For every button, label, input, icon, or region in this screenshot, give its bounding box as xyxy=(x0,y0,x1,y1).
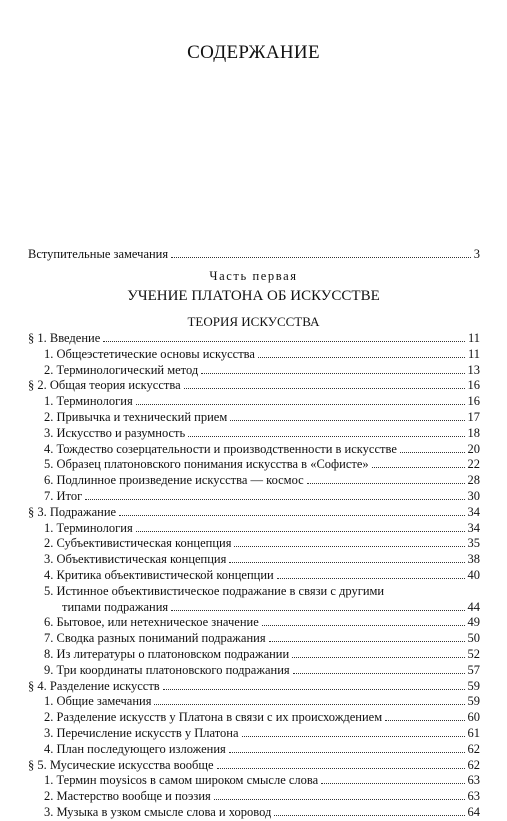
toc-entry-page: 44 xyxy=(467,599,480,614)
toc-entry-page: 57 xyxy=(467,662,480,677)
toc-entry-title: 2. Субъективистическая концепция xyxy=(44,536,232,551)
toc-entry-title: § 4. Разделение искусств xyxy=(28,678,160,693)
toc-entry-title: 7. Сводка разных пониманий подражания xyxy=(44,631,266,646)
leader-dots xyxy=(188,426,464,437)
toc-entry-page: 59 xyxy=(467,694,480,709)
toc-entry[interactable] xyxy=(28,600,480,616)
toc-section-entry[interactable] xyxy=(28,331,480,347)
toc-entry-title: 5. Истинное объективистическое подражание в связи с другими xyxy=(44,583,385,598)
leader-dots xyxy=(163,679,465,690)
contents-heading: СОДЕРЖАНИЕ xyxy=(187,42,320,63)
toc-entry[interactable] xyxy=(28,552,480,568)
part-title: УЧЕНИЕ ПЛАТОНА ОБ ИСКУССТВЕ xyxy=(127,288,380,304)
leader-dots xyxy=(119,505,464,516)
toc-entry-page: 59 xyxy=(467,678,480,693)
toc-entry-title: § 1. Введение xyxy=(28,331,101,345)
toc-entry[interactable] xyxy=(28,726,480,742)
toc-entry[interactable] xyxy=(28,394,480,410)
leader-dots xyxy=(136,521,465,532)
leader-dots xyxy=(171,247,471,258)
toc-entry-title: 7. Итог xyxy=(44,488,83,503)
leader-dots xyxy=(293,663,465,674)
toc-entry[interactable] xyxy=(28,647,480,663)
leader-dots xyxy=(321,773,464,784)
leader-dots xyxy=(242,726,465,737)
leader-dots xyxy=(262,615,465,626)
toc-entry-page: 11 xyxy=(467,331,480,345)
toc-entry-page: 62 xyxy=(467,741,480,756)
intro-page: 3 xyxy=(473,247,480,261)
leader-dots xyxy=(214,789,465,800)
toc-entry-title: 1. Терминология xyxy=(44,520,133,535)
leader-dots xyxy=(372,457,465,468)
toc-entry-page: 64 xyxy=(467,804,480,819)
toc-entry-page: 35 xyxy=(467,536,480,551)
part-label: Часть первая xyxy=(209,269,298,283)
toc-entry-page: 11 xyxy=(467,346,480,361)
toc-entry-title: 2. Привычка и технический прием xyxy=(44,409,228,424)
leader-dots xyxy=(230,410,464,421)
toc-section-entry[interactable] xyxy=(28,679,480,695)
leader-dots xyxy=(387,585,465,595)
intro-entry[interactable] xyxy=(28,247,480,262)
toc-entry-page: 28 xyxy=(467,473,480,488)
toc-entry[interactable] xyxy=(28,473,480,489)
leader-dots xyxy=(154,694,464,705)
toc-entry-title: 1. Терминология xyxy=(44,394,133,409)
toc-entry[interactable] xyxy=(28,347,480,363)
toc-entry-page: 63 xyxy=(467,789,480,804)
toc-entry[interactable] xyxy=(28,663,480,679)
leader-dots xyxy=(385,710,464,721)
toc-entry-title: 1. Общеэстетические основы искусства xyxy=(44,346,255,361)
toc-entry-page: 20 xyxy=(467,441,480,456)
leader-dots xyxy=(274,805,464,816)
toc-entry[interactable] xyxy=(28,568,480,584)
toc-entry-title: 1. Термин moysicos в самом широком смысле слова xyxy=(44,773,319,788)
toc-entry-page: 40 xyxy=(467,567,480,582)
toc-entry-title: § 2. Общая теория искусства xyxy=(28,378,181,393)
toc-entry-title: 2. Терминологический метод xyxy=(44,362,199,377)
toc-section-entry[interactable] xyxy=(28,378,480,394)
toc-entry-title: 5. Образец платоновского понимания искусства в «Софисте» xyxy=(44,457,369,472)
leader-dots xyxy=(171,600,464,611)
toc-entry-page: 34 xyxy=(467,520,480,535)
toc-entry[interactable] xyxy=(28,489,480,505)
toc-entry-title: 3. Музыка в узком смысле слова и хоровод xyxy=(44,804,272,819)
toc-entry-title: 9. Три координаты платоновского подражания xyxy=(44,662,290,677)
leader-dots xyxy=(201,363,464,374)
leader-dots xyxy=(136,394,465,405)
toc-entry[interactable] xyxy=(28,694,480,710)
toc-entry[interactable] xyxy=(28,410,480,426)
leader-dots xyxy=(400,442,465,453)
intro-title: Вступительные замечания xyxy=(28,247,169,261)
toc-section-entry[interactable] xyxy=(28,758,480,774)
toc-entry-title: 6. Бытовое, или нетехническое значение xyxy=(44,615,259,630)
toc-entry[interactable] xyxy=(28,789,480,805)
toc-entry-page: 13 xyxy=(467,362,480,377)
toc-entry-page: 18 xyxy=(467,425,480,440)
toc-entry-title: 3. Искусство и разумность xyxy=(44,425,186,440)
toc-entry-page: 16 xyxy=(467,378,480,393)
toc-entry[interactable] xyxy=(28,773,480,789)
toc-entry-title: 4. Тождество созерцательности и производственности в искусстве xyxy=(44,441,397,456)
leader-dots xyxy=(269,631,465,642)
toc-entry[interactable] xyxy=(28,363,480,379)
toc-entry-page: 34 xyxy=(467,504,480,519)
leader-dots xyxy=(103,331,465,342)
toc-entry-page: 61 xyxy=(467,725,480,740)
section-title: ТЕОРИЯ ИСКУССТВА xyxy=(187,314,320,329)
toc-entry-page: 17 xyxy=(467,409,480,424)
toc-entry-title: 3. Перечисление искусств у Платона xyxy=(44,725,239,740)
toc-entry-title: типами подражания xyxy=(62,599,169,614)
toc-entry-title: 3. Объективистическая концепция xyxy=(44,552,227,567)
toc-entry-page: 62 xyxy=(467,757,480,772)
toc-entry-title: § 3. Подражание xyxy=(28,504,117,519)
toc-entry-page: 30 xyxy=(467,488,480,503)
leader-dots xyxy=(292,647,464,658)
toc-entry[interactable] xyxy=(28,742,480,758)
toc-entry-page: 50 xyxy=(467,631,480,646)
toc-entry[interactable] xyxy=(28,805,480,821)
toc-entry[interactable] xyxy=(28,442,480,458)
toc-entry-page: 63 xyxy=(467,773,480,788)
toc-entry-title: 2. Разделение искусств у Платона в связи с их происхождением xyxy=(44,710,383,725)
toc-entry[interactable] xyxy=(28,426,480,442)
toc-entry-title: 6. Подлинное произведение искусства — космос xyxy=(44,473,304,488)
toc-entry-title: 4. План последующего изложения xyxy=(44,741,226,756)
leader-dots xyxy=(217,758,465,769)
leader-dots xyxy=(229,552,464,563)
toc-entry-page: 22 xyxy=(467,457,480,472)
toc-entry-title: 8. Из литературы о платоновском подражании xyxy=(44,646,290,661)
toc-entry-title: 4. Критика объективистической концепции xyxy=(44,567,274,582)
leader-dots xyxy=(277,568,465,579)
leader-dots xyxy=(258,347,465,358)
leader-dots xyxy=(229,742,465,753)
toc-entry[interactable] xyxy=(28,584,480,600)
toc-entry[interactable] xyxy=(28,631,480,647)
toc-entry-page: 52 xyxy=(467,646,480,661)
toc-entry-page: 60 xyxy=(467,710,480,725)
toc-entry[interactable] xyxy=(28,457,480,473)
toc-entry[interactable] xyxy=(28,710,480,726)
toc-entry[interactable] xyxy=(28,536,480,552)
table-of-contents xyxy=(28,331,480,821)
toc-section-entry[interactable] xyxy=(28,505,480,521)
leader-dots xyxy=(307,473,465,484)
toc-entry[interactable] xyxy=(28,615,480,631)
toc-entry-page: 49 xyxy=(467,615,480,630)
toc-entry[interactable] xyxy=(28,521,480,537)
leader-dots xyxy=(234,536,464,547)
toc-entry-page: 38 xyxy=(467,552,480,567)
toc-entry-title: § 5. Мусические искусства вообще xyxy=(28,757,214,772)
leader-dots xyxy=(184,378,465,389)
toc-entry-title: 2. Мастерство вообще и поэзия xyxy=(44,789,211,804)
toc-entry-title: 1. Общие замечания xyxy=(44,694,152,709)
toc-entry-page: 16 xyxy=(467,394,480,409)
leader-dots xyxy=(85,489,464,500)
